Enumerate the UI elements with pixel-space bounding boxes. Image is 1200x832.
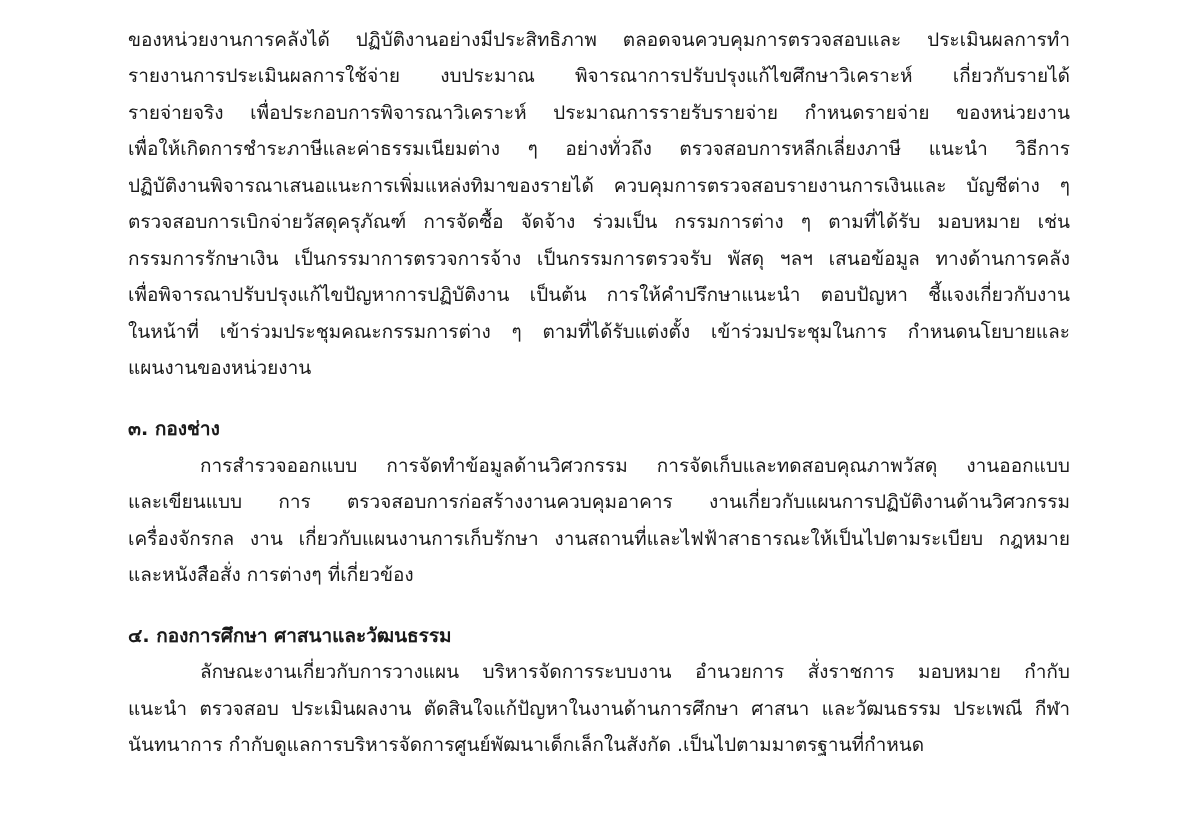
paragraph-line: ลักษณะงานเกี่ยวกับการวางแผน บริหารจัดการระบบงาน อำนวยการ สั่งราชการ มอบหมาย กำกับ (200, 661, 1070, 683)
paragraph-line: กรรมการรักษาเงิน เป็นกรรมาการตรวจการจ้าง เป็นกรรมการตรวจรับ พัสดุ ฯลฯ เสนอข้อมูล ทางด้านการคลัง (128, 248, 1070, 270)
paragraph-line: เพื่อพิจารณาปรับปรุงแก้ไขปัญหาการปฏิบัติงาน เป็นต้น การให้คำปรึกษาแนะนำ ตอบปัญหา ชี้แจงเกี่ยวกับงาน (128, 284, 1070, 306)
paragraph-line: ตรวจสอบการเบิกจ่ายวัสดุครุภัณฑ์ การจัดซื้อ จัดจ้าง ร่วมเป็น กรรมการต่าง ๆ ตามที่ได้รับ มอบหมาย เช่น (128, 211, 1070, 233)
section-heading-education: ๔. กองการศึกษา ศาสนาและวัฒนธรรม (128, 625, 452, 647)
paragraph-line: แนะนำ ตรวจสอบ ประเมินผลงาน ตัดสินใจแก้ปัญหาในงานด้านการศึกษา ศาสนา และวัฒนธรรม ประเพณี กีฬา (128, 698, 1070, 720)
paragraph-line: เพื่อให้เกิดการชำระภาษีและค่าธรรมเนียมต่าง ๆ อย่างทั่วถึง ตรวจสอบการหลีกเลี่ยงภาษี แนะนำ วิธีการ (128, 138, 1070, 160)
section-heading-engineering: ๓. กองช่าง (128, 418, 220, 440)
paragraph-line: รายจ่ายจริง เพื่อประกอบการพิจารณาวิเคราะห์ ประมาณการรายรับรายจ่าย กำหนดรายจ่าย ของหน่วยงาน (128, 102, 1070, 124)
paragraph-line: ของหน่วยงานการคลังได้ ปฏิบัติงานอย่างมีประสิทธิภาพ ตลอดจนควบคุมการตรวจสอบและ ประเมินผลการทำ (128, 29, 1070, 51)
paragraph-line: และหนังสือสั่ง การต่างๆ ที่เกี่ยวข้อง (128, 564, 414, 586)
paragraph-line: นันทนาการ กำกับดูแลการบริหารจัดการศูนย์พัฒนาเด็กเล็กในสังกัด .เป็นไปตามมาตรฐานที่กำหนด (128, 734, 925, 756)
paragraph-line: รายงานการประเมินผลการใช้จ่าย งบประมาณ พิจารณาการปรับปรุงแก้ไขศึกษาวิเคราะห์ เกี่ยวกับรายได้ (128, 65, 1070, 87)
paragraph-line: เครื่องจักรกล งาน เกี่ยวกับแผนงานการเก็บรักษา งานสถานที่และไฟฟ้าสาธารณะให้เป็นไปตามระเบียบ กฎหมาย (128, 528, 1070, 550)
paragraph-line: การสำรวจออกแบบ การจัดทำข้อมูลด้านวิศวกรรม การจัดเก็บและทดสอบคุณภาพวัสดุ งานออกแบบ (200, 455, 1070, 477)
paragraph-line: ปฏิบัติงานพิจารณาเสนอแนะการเพิ่มแหล่งทิมาของรายได้ ควบคุมการตรวจสอบรายงานการเงินและ บัญชีต่าง ๆ (128, 175, 1070, 197)
paragraph-line: และเขียนแบบ การ ตรวจสอบการก่อสร้างงานควบคุมอาคาร งานเกี่ยวกับแผนการปฏิบัติงานด้านวิศวกรรม (128, 491, 1070, 513)
paragraph-line: ในหน้าที่ เข้าร่วมประชุมคณะกรรมการต่าง ๆ ตามที่ได้รับแต่งตั้ง เข้าร่วมประชุมในการ กำหนดนโยบายและ (128, 321, 1070, 343)
paragraph-line: แผนงานของหน่วยงาน (128, 357, 312, 379)
